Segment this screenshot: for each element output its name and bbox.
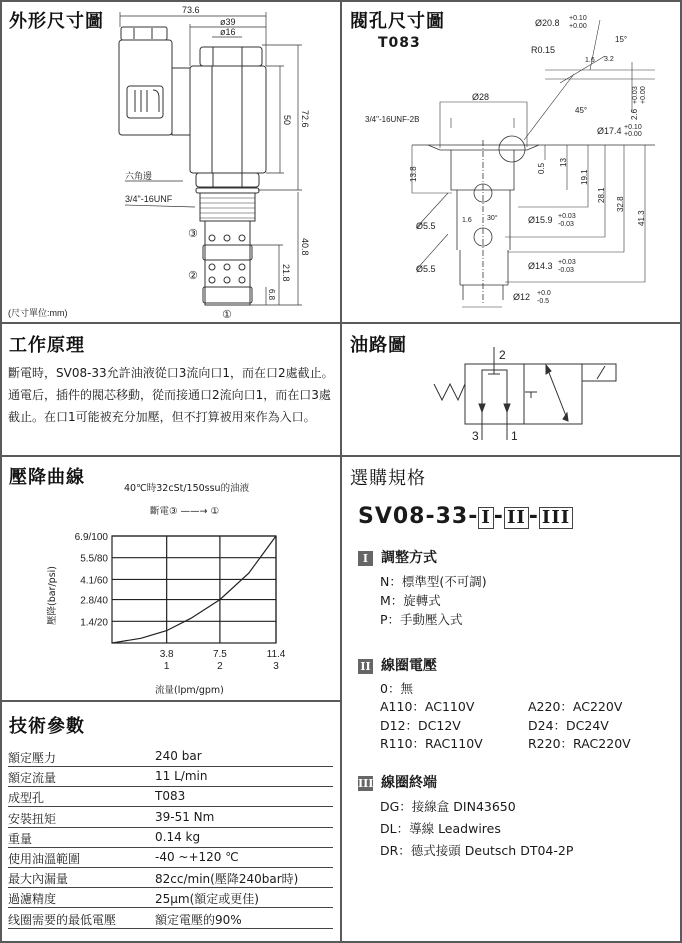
cavity-d14-3: Ø14.3: [528, 261, 553, 271]
option-item: D24：DC24V: [528, 717, 609, 733]
option-item: D12：DC12V: [380, 717, 461, 733]
svg-text:+0.03-0.03: +0.03 -0.03: [558, 259, 576, 274]
chart-title: 壓降曲線: [9, 467, 85, 488]
spec-row: [8, 909, 333, 929]
chart-flow-note: 斷電③ ——→ ①: [150, 506, 220, 517]
cavity-h13: 13: [559, 158, 568, 167]
circuit-port-1: 1: [511, 429, 518, 443]
spec-label: 成型孔: [8, 791, 45, 806]
chart-ylabel: 壓降(bar/psi): [47, 566, 58, 625]
hex-label: 六角邊: [125, 171, 153, 181]
spec-row: [8, 848, 333, 868]
cavity-h41-3: 41.3: [637, 210, 646, 226]
svg-text:+0.0-0.5: +0.0 -0.5: [537, 290, 551, 305]
option-section-title: I 調整方式: [358, 547, 437, 567]
dim-73-6: 73.6: [182, 5, 200, 15]
cavity-thread: 3/4"-16UNF-2B: [365, 115, 420, 124]
dim-72-6: 72.6: [300, 110, 310, 128]
cavity-title: 閥孔尺寸圖: [350, 11, 445, 32]
x-tick-label: 3.8: [159, 649, 174, 660]
roman-badge: II: [358, 659, 373, 674]
spec-row: [8, 828, 333, 848]
port-2-label: ②: [188, 270, 198, 282]
spec-label: 過濾精度: [8, 892, 57, 907]
chart-xlabel: 流量(lpm/gpm): [155, 685, 224, 696]
dim-6-8: 6.8: [267, 289, 276, 301]
spec-row: [8, 747, 333, 767]
x-tick-label-gpm: 1: [163, 661, 170, 672]
cavity-d5-5-lower: Ø5.5: [416, 264, 436, 274]
spec-label: 线圈需要的最低電壓: [8, 912, 117, 927]
dim-50: 50: [282, 115, 292, 126]
thread-label: 3/4"-16UNF: [125, 194, 173, 204]
spec-value: -40 ~+120 ℃: [155, 850, 239, 864]
x-tick-label: 7.5: [212, 649, 227, 660]
unit-note: (尺寸單位:mm): [8, 308, 68, 318]
option-item: M：旋轉式: [380, 593, 441, 608]
spec-label: 最大內漏量: [8, 872, 69, 887]
x-tick-label-gpm: 3: [273, 661, 279, 672]
cavity-d12: Ø12: [513, 292, 531, 302]
spec-label: 額定流量: [8, 771, 57, 786]
cavity-h26: 2.6: [630, 108, 639, 120]
option-item: A110：AC110V: [380, 699, 475, 714]
spec-value: 25μm(額定或更佳): [155, 892, 259, 907]
spec-row: [8, 888, 333, 908]
principle-text: 斷電時，SV08-33允許油液從口3流向口1，而在口2處截止。通電后，插件的閥芯移動，從而接通口2流向口1，而在口3處截止。在口1可能被充分加壓，但不打算被用來作為入口。: [8, 366, 334, 424]
principle-title: 工作原理: [9, 335, 85, 356]
cavity-d28: Ø28: [472, 92, 490, 102]
spec-row: [8, 868, 333, 888]
cavity-angle-30: 30°: [487, 215, 498, 222]
dim-16: ø16: [220, 27, 236, 37]
spec-row: [8, 767, 333, 787]
svg-text:+0.03+0.00: +0.03+0.00: [632, 86, 647, 104]
spec-value: 240 bar: [155, 749, 202, 763]
svg-text:+0.03-0.03: +0.03 -0.03: [558, 213, 576, 228]
cavity-angle-45: 45°: [575, 106, 588, 115]
spec-row: [8, 808, 333, 828]
spec-value: T083: [155, 789, 186, 804]
roman-badge: I: [358, 551, 373, 566]
y-tick-label: 2.8/40: [80, 595, 108, 607]
cavity-h0-5: 0.5: [537, 162, 546, 174]
pressure-drop-curve: [112, 536, 276, 643]
dim-39: ø39: [220, 17, 236, 27]
cavity-h32-8: 32.8: [616, 196, 625, 212]
cavity-h13-8: 13.8: [409, 166, 418, 182]
cavity-r32: 3.2: [604, 56, 614, 63]
spec-label: 重量: [8, 831, 33, 846]
port-1-label: ①: [222, 309, 232, 321]
cavity-angle-15: 15°: [615, 35, 628, 44]
cavity-d5-5-upper: Ø5.5: [416, 221, 436, 231]
option-item: DR：德式接頭 Deutsch DT04-2P: [380, 843, 574, 858]
option-item: A220：AC220V: [528, 699, 623, 714]
spec-value: 額定電壓的90%: [155, 912, 242, 927]
circuit-port-3: 3: [472, 429, 479, 443]
y-tick-label: 1.4/20: [80, 617, 108, 629]
x-tick-label-gpm: 2: [217, 661, 223, 672]
x-tick-label: 11.4: [266, 649, 286, 660]
cavity-code: T083: [378, 35, 421, 51]
ordering-title: 選購規格: [350, 468, 426, 489]
svg-text:+0.10+0.00: +0.10 +0.00: [624, 124, 642, 138]
spec-value: 82cc/min(壓降240bar時): [155, 872, 299, 887]
dim-40-8: 40.8: [300, 238, 310, 256]
spec-label: 使用油溫範圍: [8, 852, 81, 866]
svg-text:+0.10+0.00: +0.10 +0.00: [569, 15, 587, 30]
circuit-title: 油路圖: [350, 335, 407, 356]
y-tick-label: 4.1/60: [80, 575, 108, 587]
y-tick-label: 5.5/80: [80, 553, 108, 565]
cavity-r16: 1.6: [585, 57, 595, 64]
spec-row: [8, 787, 333, 807]
circuit-port-2: 2: [499, 348, 506, 362]
roman-badge: III: [358, 776, 374, 790]
option-item: P：手動壓入式: [380, 612, 463, 627]
option-item: DG：接線盒 DIN43650: [380, 799, 516, 814]
option-item: N：標準型(不可調): [380, 574, 487, 589]
specs-title: 技術參數: [9, 716, 85, 737]
port-3-label: ③: [188, 228, 198, 240]
y-tick-label: 6.9/100: [74, 532, 108, 543]
option-item: 0：無: [380, 681, 413, 696]
spec-value: 39-51 Nm: [155, 809, 215, 824]
model-code: SV08-33- I - II - III: [358, 504, 573, 529]
cavity-d15-9: Ø15.9: [528, 215, 553, 225]
cavity-h19-1: 19.1: [580, 169, 589, 185]
cavity-r015: R0.15: [531, 45, 556, 55]
spec-label: 安裝扭矩: [8, 811, 57, 826]
chart-subtitle: 40℃時32cSt/150ssu的油液: [124, 483, 250, 494]
dim-21-8: 21.8: [281, 264, 291, 282]
plot-frame: [112, 536, 276, 643]
cavity-d20-8: Ø20.8: [535, 18, 560, 28]
option-section-title: II 線圈電壓: [358, 655, 437, 675]
option-section-title: III 線圈終端: [358, 775, 437, 791]
option-item: DL：導線 Leadwires: [380, 821, 501, 836]
option-item: R220：RAC220V: [528, 736, 631, 751]
outline-title: 外形尺寸圖: [9, 11, 104, 32]
cavity-d17-4: Ø17.4: [597, 126, 622, 136]
spec-label: 額定壓力: [8, 751, 57, 765]
cavity-r16-b: 1.6: [462, 217, 472, 224]
spec-value: 11 L/min: [155, 769, 208, 784]
spec-value: 0.14 kg: [155, 829, 201, 844]
option-item: R110：RAC110V: [380, 736, 483, 751]
cavity-h28-1: 28.1: [597, 187, 606, 203]
